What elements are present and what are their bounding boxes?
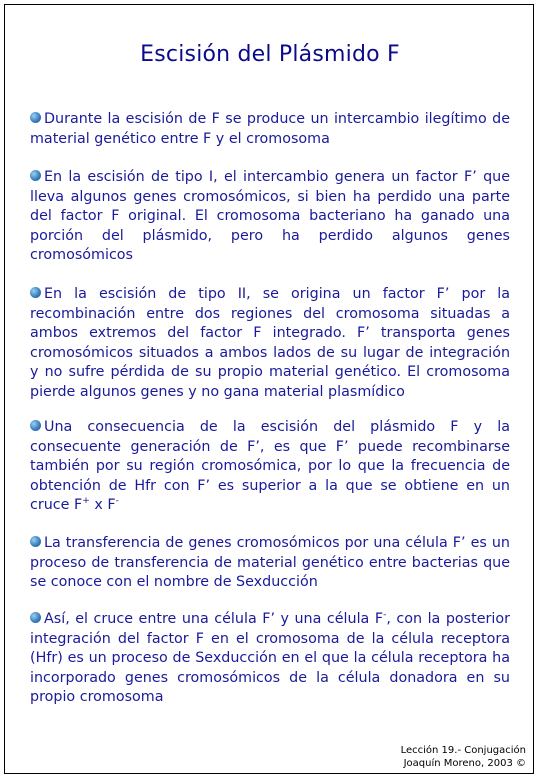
superscript-minus: - xyxy=(383,610,387,621)
paragraph-3 xyxy=(30,285,510,402)
paragraph-text: En la escisión de tipo II, se origina un factor F’ por la recombinación entre dos regiones del cromosoma situadas a ambos extremos del factor F integrado. F’ transporta genes cromosómicos situados a ambos lados de su lugar de integración y no sufre pérdida de su propio material genético. El cromosoma pierde algunos genes y no gana material plasmídico xyxy=(30,286,510,400)
footer-lecture: Lección 19.- Conjugación xyxy=(400,745,526,756)
bullet-icon xyxy=(30,112,41,123)
superscript-minus: - xyxy=(115,496,119,507)
bullet-icon xyxy=(30,170,41,181)
paragraph-6 xyxy=(30,610,510,708)
paragraph-5 xyxy=(30,534,510,593)
bullet-icon xyxy=(30,612,41,623)
paragraph-2 xyxy=(30,168,510,266)
paragraph-text: La transferencia de genes cromosómicos por una célula F’ es un proceso de transferencia de material genético entre bacterias que se conoce con el nombre de Sexducción xyxy=(30,535,510,590)
superscript-plus: + xyxy=(82,496,90,507)
paragraph-text: En la escisión de tipo I, el intercambio genera un factor F’ que lleva algunos genes cromosómicos, si bien ha perdido una parte del factor F original. El cromosoma bacteriano ha ganado una porción del plásmido, pero ha perdido algunos genes cromosómicos xyxy=(30,169,510,263)
cross-text: x F xyxy=(89,497,116,513)
paragraph-text: Durante la escisión de F se produce un intercambio ilegítimo de material genético entre F y el cromosoma xyxy=(30,111,510,147)
paragraph-1 xyxy=(30,110,510,149)
paragraph-text: , con la xyxy=(386,611,441,627)
page-title: Escisión del Plásmido F xyxy=(140,42,400,67)
bullet-icon xyxy=(30,536,41,547)
bullet-icon xyxy=(30,287,41,298)
paragraph-4 xyxy=(30,418,510,516)
footer xyxy=(326,744,526,770)
paragraph-text: Así, el cruce entre una célula F’ y una célula F xyxy=(44,611,384,627)
paragraph-text: Una consecuencia de la escisión del plásmido F y la consecuente generación de F’, es que F’ puede recombinarse también por su región cromosómica, por lo que la frecuencia de obtención de Hfr con F’ es superior a la que se obtiene en un cruce F xyxy=(30,419,510,513)
bullet-icon xyxy=(30,420,41,431)
footer-author: Joaquín Moreno, 2003 © xyxy=(403,758,526,769)
paragraph-text: posterior integración del factor F en el cromosoma de la célula receptora (Hfr) es un proceso de Sexducción en el que la célula receptora ha incorporado genes cromosómicos de la célula donadora en su propio cromosoma xyxy=(30,611,510,705)
